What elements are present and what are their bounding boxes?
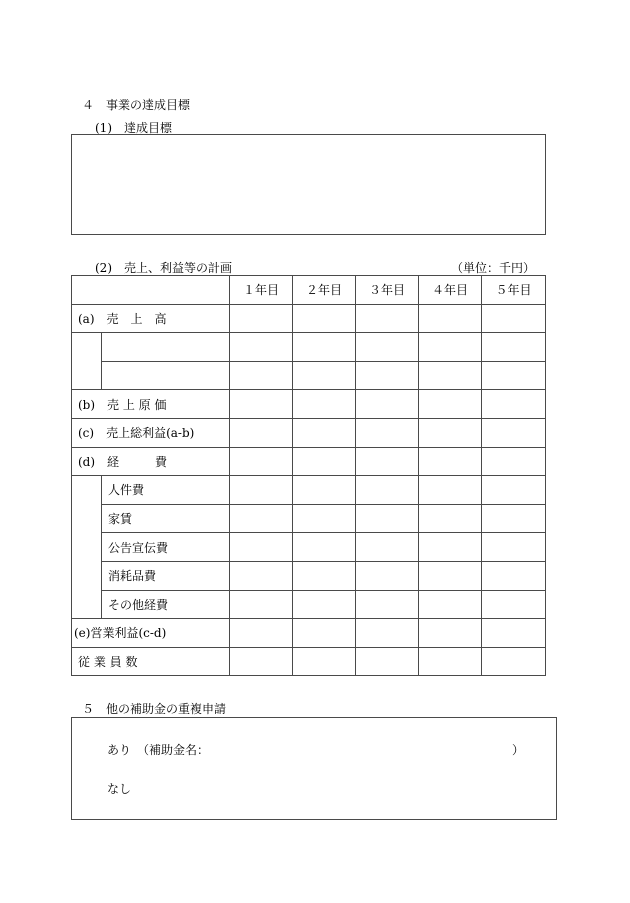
value-cell[interactable] <box>419 476 482 505</box>
header-year-3: ３年目 <box>356 276 419 305</box>
value-cell[interactable] <box>293 390 356 419</box>
sales-plan-label: (2) 売上、利益等の計画 <box>95 261 232 275</box>
table-row <box>72 476 546 505</box>
indent-cell <box>72 504 102 533</box>
value-cell[interactable] <box>419 619 482 648</box>
row-label-operating-profit: (e)営業利益(c-d) <box>72 619 230 648</box>
value-cell[interactable] <box>419 304 482 333</box>
table-row <box>72 561 546 590</box>
row-label-employees: 従 業 員 数 <box>72 647 230 676</box>
value-cell[interactable] <box>356 590 419 619</box>
value-cell[interactable] <box>293 418 356 447</box>
value-cell[interactable] <box>419 590 482 619</box>
value-cell[interactable] <box>230 476 293 505</box>
table-row <box>72 590 546 619</box>
indent-cell <box>72 590 102 619</box>
table-row <box>72 418 546 447</box>
table-row <box>72 619 546 648</box>
value-cell[interactable] <box>293 590 356 619</box>
value-cell[interactable] <box>230 647 293 676</box>
header-year-2: ２年目 <box>293 276 356 305</box>
value-cell[interactable] <box>419 647 482 676</box>
value-cell[interactable] <box>230 418 293 447</box>
table-row <box>72 361 546 390</box>
value-cell[interactable] <box>419 333 482 362</box>
row-label-cost-of-sales: (b) 売 上 原 価 <box>72 390 230 419</box>
value-cell[interactable] <box>293 647 356 676</box>
value-cell[interactable] <box>230 304 293 333</box>
row-label-sales-sub-2[interactable] <box>102 361 230 390</box>
value-cell[interactable] <box>419 447 482 476</box>
option-yes-close: ） <box>512 743 525 757</box>
value-cell[interactable] <box>230 361 293 390</box>
achievement-goal-field[interactable] <box>71 134 546 235</box>
indent-cell <box>72 333 102 362</box>
value-cell[interactable] <box>482 619 546 648</box>
row-label-gross-profit: (c) 売上総利益(a-b) <box>72 418 230 447</box>
value-cell[interactable] <box>482 647 546 676</box>
value-cell[interactable] <box>293 561 356 590</box>
table-row <box>72 533 546 562</box>
header-blank-cell <box>72 276 230 305</box>
value-cell[interactable] <box>419 418 482 447</box>
sales-profit-plan-table <box>71 275 546 676</box>
value-cell[interactable] <box>356 476 419 505</box>
value-cell[interactable] <box>293 619 356 648</box>
value-cell[interactable] <box>230 333 293 362</box>
value-cell[interactable] <box>356 533 419 562</box>
table-row <box>72 647 546 676</box>
value-cell[interactable] <box>356 619 419 648</box>
value-cell[interactable] <box>356 647 419 676</box>
row-label-rent: 家賃 <box>102 504 230 533</box>
value-cell[interactable] <box>293 333 356 362</box>
value-cell[interactable] <box>482 390 546 419</box>
value-cell[interactable] <box>356 418 419 447</box>
row-label-sales: (a) 売 上 高 <box>72 304 230 333</box>
row-label-consumables: 消耗品費 <box>102 561 230 590</box>
header-year-5: ５年目 <box>482 276 546 305</box>
table-row <box>72 333 546 362</box>
value-cell[interactable] <box>230 504 293 533</box>
value-cell[interactable] <box>482 504 546 533</box>
value-cell[interactable] <box>419 533 482 562</box>
value-cell[interactable] <box>230 533 293 562</box>
value-cell[interactable] <box>419 504 482 533</box>
value-cell[interactable] <box>293 304 356 333</box>
value-cell[interactable] <box>482 418 546 447</box>
table-row <box>72 447 546 476</box>
value-cell[interactable] <box>356 361 419 390</box>
unit-note: （単位：千円） <box>451 261 536 275</box>
value-cell[interactable] <box>293 533 356 562</box>
value-cell[interactable] <box>419 561 482 590</box>
row-label-sales-sub-1[interactable] <box>102 333 230 362</box>
value-cell[interactable] <box>482 476 546 505</box>
section4-title: ４ 事業の達成目標 <box>82 98 191 112</box>
option-yes-label[interactable]: あり （補助金名： <box>107 743 210 757</box>
indent-cell <box>72 361 102 390</box>
indent-cell <box>72 533 102 562</box>
section5-title: ５ 他の補助金の重複申請 <box>82 702 227 716</box>
value-cell[interactable] <box>230 561 293 590</box>
value-cell[interactable] <box>482 361 546 390</box>
value-cell[interactable] <box>419 390 482 419</box>
value-cell[interactable] <box>356 561 419 590</box>
option-no-label[interactable]: なし <box>107 782 132 796</box>
value-cell[interactable] <box>356 390 419 419</box>
header-year-4: ４年目 <box>419 276 482 305</box>
value-cell[interactable] <box>293 504 356 533</box>
value-cell[interactable] <box>230 447 293 476</box>
value-cell[interactable] <box>482 561 546 590</box>
value-cell[interactable] <box>356 304 419 333</box>
table-row <box>72 304 546 333</box>
value-cell[interactable] <box>230 619 293 648</box>
value-cell[interactable] <box>293 361 356 390</box>
indent-cell <box>72 476 102 505</box>
value-cell[interactable] <box>482 447 546 476</box>
value-cell[interactable] <box>482 333 546 362</box>
value-cell[interactable] <box>356 504 419 533</box>
row-label-other-expenses: その他経費 <box>102 590 230 619</box>
value-cell[interactable] <box>293 476 356 505</box>
value-cell[interactable] <box>482 304 546 333</box>
value-cell[interactable] <box>482 590 546 619</box>
row-label-personnel: 人件費 <box>102 476 230 505</box>
duplicate-subsidy-box <box>71 717 557 820</box>
value-cell[interactable] <box>230 590 293 619</box>
value-cell[interactable] <box>293 447 356 476</box>
value-cell[interactable] <box>419 361 482 390</box>
header-year-1: １年目 <box>230 276 293 305</box>
table-header-row <box>72 276 546 305</box>
achievement-goal-label: (1) 達成目標 <box>95 121 172 135</box>
indent-cell <box>72 561 102 590</box>
table-row <box>72 504 546 533</box>
table-row <box>72 390 546 419</box>
value-cell[interactable] <box>356 333 419 362</box>
row-label-advertising: 公告宣伝費 <box>102 533 230 562</box>
value-cell[interactable] <box>356 447 419 476</box>
value-cell[interactable] <box>482 533 546 562</box>
value-cell[interactable] <box>230 390 293 419</box>
row-label-expenses: (d) 経 費 <box>72 447 230 476</box>
